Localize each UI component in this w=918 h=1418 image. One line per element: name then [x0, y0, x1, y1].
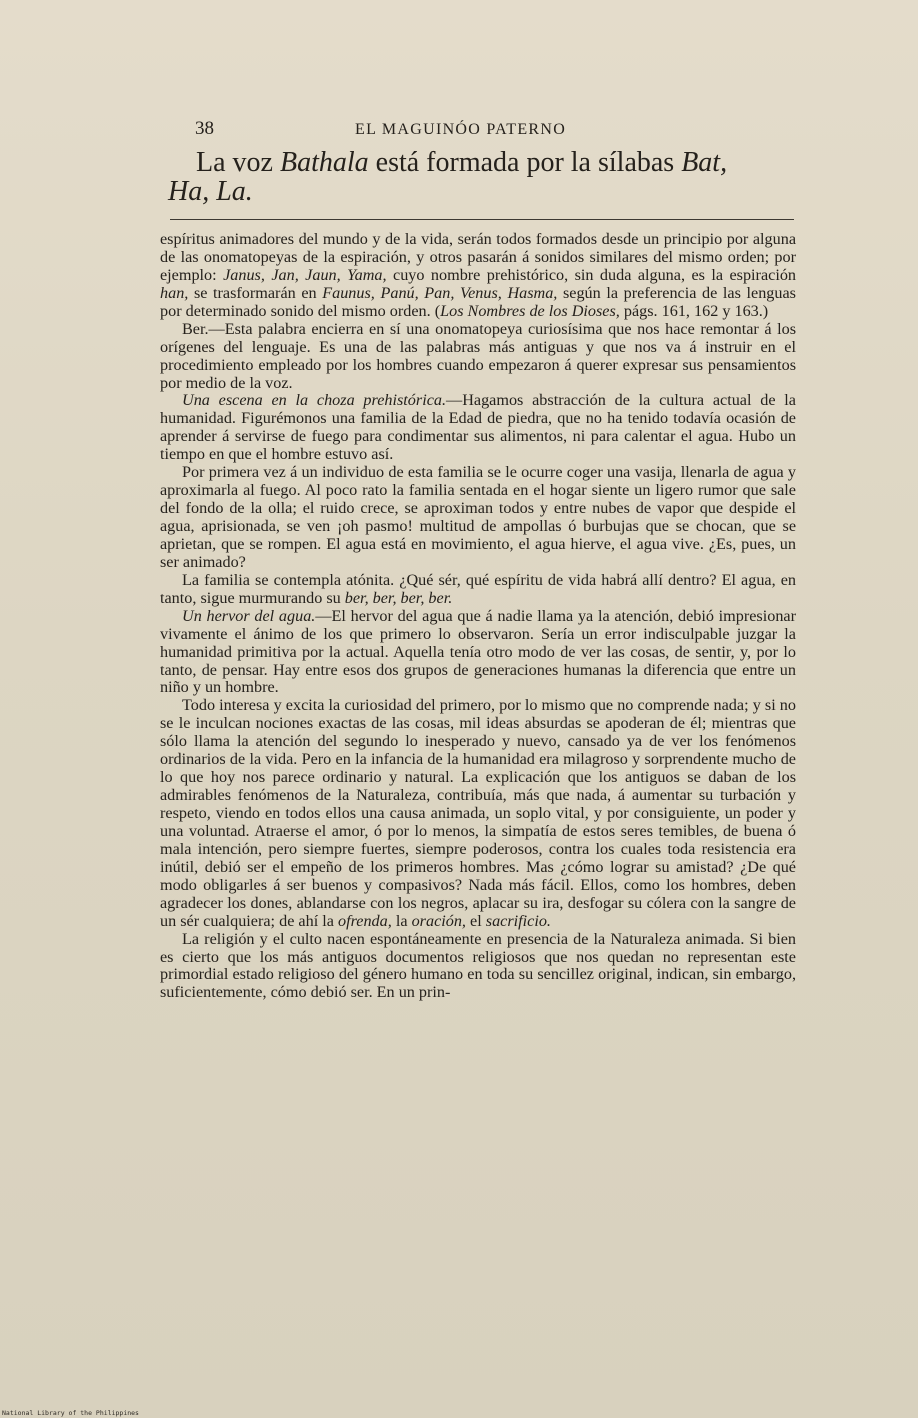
title-rule: [170, 219, 794, 220]
title-middle: está formada por la sílabas: [368, 147, 682, 178]
paragraph-1-text-4: según la preferencia de las lenguas por determinado sonido del mismo orden. (: [160, 283, 796, 320]
paragraph-1-names-2: Faunus, Panú, Pan, Venus, Hasma,: [322, 283, 558, 302]
paragraph-7-text: Todo interesa y excita la curiosidad del primero, por lo mismo que no comprende nada; y si no se le inculcan nociones exactas de las cosas, mil ideas absurdas se apoderan de él; mientras que sólo llama la atención del segundo lo inesperado y nuevo, cansado ya de ver los fenómenos ordinarios de la vida. Pero en la infancia de la humanidad era milagroso y sorprendente mucho de lo que hoy nos parece ordinario y natural. La explicación que los antiguos se daban de los admirables fenómenos de la Naturaleza, contribuía, más que nada, á aumentar su turbación y respeto, viendo en todos ellos una causa animada, un soplo vital, y por consiguiente, un poder y una voluntad. Atraerse el amor, ó por lo menos, la simpatía de estos seres temibles, de buena ó mala intención, pero siempre fuertes, siempre poderosos, contra los cuales toda resistencia era inútil, debió ser el empeño de los primeros hombres. Mas ¿cómo lograr su amistad? ¿De qué modo obligarles á ser buenos y compasivos? Nada más fácil. Ellos, como los hombres, deben agradecer los dones, ablandarse con los negros, aplacar su ira, desfogar su cólera con la sangre de un sér cualquiera; de ahí la: [160, 696, 796, 930]
paragraph-3-text: —Hagamos abstracción de la cultura actual de la humanidad. Figurémonos una familia de la Edad de piedra, que no ha tenido todavía ocasión de aprender á servirse de fuego para condimentar sus alimentos, ni para calentar el agua. Hubo un tiempo en que el hombre estuvo así.: [160, 391, 796, 464]
paragraph-2: Ber.—Esta palabra encierra en sí una onomatopeya curiosísima que nos hace remontar á los orígenes del lenguaje. Es una de las palabras más antiguas y que nos va á instruir en el procedimiento empleado por los hombres cuando empezaron á querer expresar sus pensamientos por medio de la voz.: [160, 319, 796, 392]
paragraph-1: [160, 231, 796, 321]
paragraph-4: Por primera vez á un individuo de esta familia se le ocurre coger una vasija, llenarla de agua y aproximarla al fuego. Al poco rato la familia sentada en el hogar siente un ligero rumor que sale del fondo de la olla; el ruido crece, se aproximan todos y entre nubes de vapor que despide el agua, aprisionada, se ven ¡oh pasmo! multitud de ampollas ó burbujas que se chocan, que se aprietan, que se rompen. El agua está en movimiento, el agua hierve, el agua vive. ¿Es, pues, un ser animado?: [160, 463, 796, 571]
paragraph-6-heading: Un hervor del agua.: [182, 606, 316, 625]
title-syllable-1: Bat,: [681, 147, 728, 178]
paragraph-1-text-3: se trasformarán en: [188, 283, 323, 302]
paragraph-3-heading: Una escena en la choza prehistórica.: [182, 391, 447, 410]
paragraph-1-book: Los Nombres de los Dioses,: [440, 301, 620, 320]
paragraph-8: La religión y el culto nacen espontáneamente en presencia de la Naturaleza animada. Si bien es cierto que los más antiguos documentos religiosos que nos quedan no representan este primordial estado religioso del género humano en toda su sencillez original, indican, sin embargo, suficientemente, cómo debió ser. En un prin-: [160, 929, 796, 1002]
paragraph-1-text-2: cuyo nombre prehistórico, sin duda alguna, es la espiración: [386, 265, 797, 284]
paragraph-1-han: han,: [160, 283, 189, 302]
title-syllable-2: Ha, La.: [168, 176, 253, 207]
paragraph-1-text-5: págs. 161, 162 y 163.): [619, 301, 769, 320]
paragraph-7: [160, 697, 796, 930]
paragraph-6-text: —El hervor del agua que á nadie llama ya la atención, debió impresionar vivamente el ánimo de los que primero lo observaron. Sería un error indisculpable juzgar la humanidad primitiva por la actual. Aquella tenía otro modo de ver las cosas, de sentir, y, por lo tanto, de pensar. Hay entre esos dos grupos de generaciones humanas la diferencia que entre un niño y un hombre.: [160, 606, 796, 697]
paragraph-7-oracion: oración,: [411, 911, 466, 930]
paragraph-5-sound: ber, ber, ber, ber.: [344, 588, 453, 607]
paragraph-3: [160, 392, 796, 464]
paragraph-7-mid-1: la: [391, 911, 412, 930]
title-name: Bathala: [279, 147, 369, 178]
paragraph-7-ofrenda: ofrenda,: [337, 911, 392, 930]
body-text: [160, 231, 796, 1002]
paragraph-1-names-1: Janus, Jan, Jaun, Yama,: [223, 265, 387, 284]
title-prefix: La voz: [196, 147, 280, 178]
running-title: EL MAGUINÓO PATERNO: [355, 121, 567, 138]
paragraph-7-sacrificio: sacrificio.: [485, 911, 551, 930]
page-header: [195, 117, 795, 141]
paragraph-6: [160, 608, 796, 698]
paragraph-5: [160, 572, 796, 608]
paragraph-7-mid-2: el: [465, 911, 486, 930]
library-footer: National Library of the Philippines: [2, 1409, 139, 1417]
paragraph-1-text: espíritus animadores del mundo y de la vida, serán todos formados desde un principio por alguna de las onomatopeyas de la espiración, y otros pasarán á sonidos similares del mismo orden; por ejemplo:: [160, 230, 796, 284]
page-number: 38: [195, 118, 214, 139]
paragraph-5-text: La familia se contempla atónita. ¿Qué sér, qué espíritu de vida habrá allí dentro? El agua, en tanto, sigue murmurando su: [160, 570, 796, 607]
section-title: [168, 148, 808, 206]
